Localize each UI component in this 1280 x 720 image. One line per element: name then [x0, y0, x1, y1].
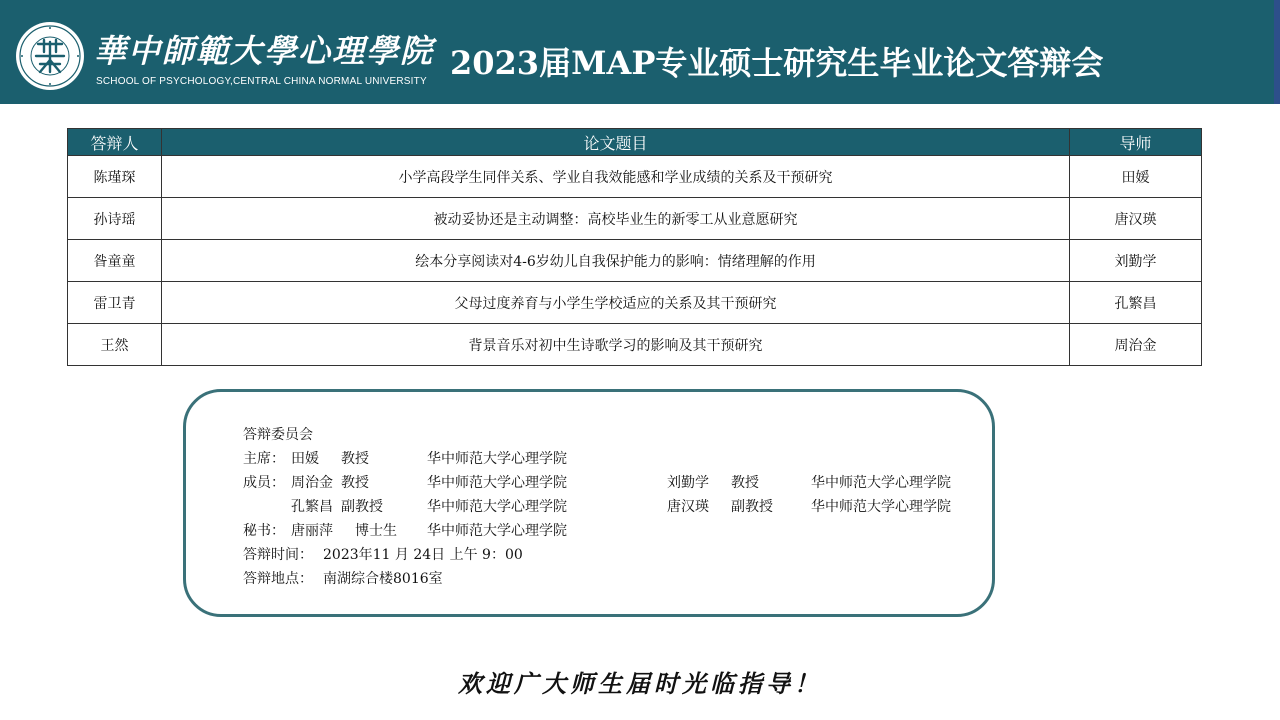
table-row — [68, 156, 1202, 198]
header-thesis-title: 论文题目 — [162, 129, 1070, 156]
page-title: 2023届MAP专业硕士研究生毕业论文答辩会 — [450, 44, 1104, 82]
defense-place: 南湖综合楼8016室 — [323, 571, 443, 587]
member-title: 教授 — [731, 475, 759, 491]
thesis-title: 小学高段学生同伴关系、学业自我效能感和学业成绩的关系及干预研究 — [162, 156, 1070, 198]
chair-label: 主席： — [243, 451, 285, 467]
defense-schedule-table — [67, 128, 1202, 366]
school-logo-chinese: 華中師範大學心理學院 — [94, 32, 435, 70]
defender-name: 昝童童 — [68, 240, 162, 282]
advisor-name: 刘勤学 — [1070, 240, 1202, 282]
table-row — [68, 282, 1202, 324]
school-logo-english: SCHOOL OF PSYCHOLOGY,CENTRAL CHINA NORMAL UNIVERSITY — [96, 76, 427, 87]
thesis-title: 绘本分享阅读对4-6岁幼儿自我保护能力的影响：情绪理解的作用 — [162, 240, 1070, 282]
thesis-title: 背景音乐对初中生诗歌学习的影响及其干预研究 — [162, 324, 1070, 366]
table-header-row — [68, 129, 1202, 156]
secretary-name: 唐丽萍 — [291, 523, 333, 539]
member-title: 教授 — [341, 475, 369, 491]
closing-invitation: 欢迎广大师生届时光临指导！ — [458, 669, 822, 698]
secretary-org: 华中师范大学心理学院 — [427, 523, 567, 539]
advisor-name: 唐汉瑛 — [1070, 198, 1202, 240]
table-row — [68, 198, 1202, 240]
defense-place-label: 答辩地点： — [243, 571, 313, 587]
advisor-name: 孔繁昌 — [1070, 282, 1202, 324]
member-name: 刘勤学 — [667, 475, 709, 491]
university-seal-icon — [14, 20, 86, 92]
defender-name: 雷卫青 — [68, 282, 162, 324]
chair-name: 田媛 — [291, 451, 319, 467]
committee-heading: 答辩委员会 — [243, 427, 313, 443]
advisor-name: 周治金 — [1070, 324, 1202, 366]
thesis-title: 父母过度养育与小学生学校适应的关系及其干预研究 — [162, 282, 1070, 324]
member-org: 华中师范大学心理学院 — [427, 499, 567, 515]
header-accent-edge — [1274, 0, 1280, 104]
table-row — [68, 324, 1202, 366]
member-name: 孔繁昌 — [291, 499, 333, 515]
secretary-title: 博士生 — [355, 523, 397, 539]
member-title: 副教授 — [731, 499, 773, 515]
defense-time-label: 答辩时间： — [243, 547, 313, 563]
member-org: 华中师范大学心理学院 — [811, 499, 951, 515]
chair-org: 华中师范大学心理学院 — [427, 451, 567, 467]
thesis-title: 被动妥协还是主动调整：高校毕业生的新零工从业意愿研究 — [162, 198, 1070, 240]
secretary-label: 秘书： — [243, 523, 285, 539]
advisor-name: 田媛 — [1070, 156, 1202, 198]
header-defender: 答辩人 — [68, 129, 162, 156]
header-advisor: 导师 — [1070, 129, 1202, 156]
defender-name: 陈瑾琛 — [68, 156, 162, 198]
chair-title: 教授 — [341, 451, 369, 467]
defender-name: 孙诗瑶 — [68, 198, 162, 240]
table-row — [68, 240, 1202, 282]
member-org: 华中师范大学心理学院 — [811, 475, 951, 491]
defender-name: 王然 — [68, 324, 162, 366]
member-name: 周治金 — [291, 475, 333, 491]
defense-time: 2023年11 月 24日 上午 9：00 — [323, 547, 523, 563]
member-name: 唐汉瑛 — [667, 499, 709, 515]
member-org: 华中师范大学心理学院 — [427, 475, 567, 491]
committee-info-box — [183, 389, 995, 617]
member-title: 副教授 — [341, 499, 383, 515]
members-label: 成员： — [243, 475, 285, 491]
header-banner — [0, 0, 1280, 104]
